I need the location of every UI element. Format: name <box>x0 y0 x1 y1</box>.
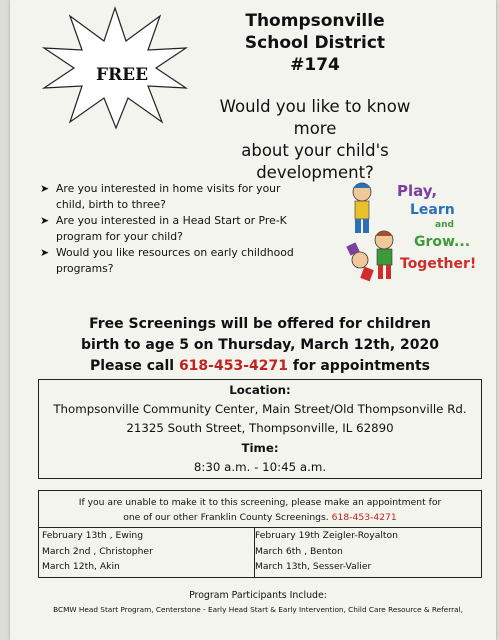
date-entry: February 19th Zeigler-Royalton <box>255 530 398 541</box>
development-question <box>200 96 430 184</box>
question-bullets <box>40 181 340 277</box>
screening-line-2: birth to age 5 on Thursday, March 12th, 2020 <box>80 337 440 353</box>
district-line-1: Thompsonville <box>245 11 385 31</box>
logo-word-together: Together! <box>400 256 477 272</box>
date-entry: March 12th, Akin <box>42 561 120 572</box>
date-entry: March 6th , Benton <box>255 545 343 557</box>
date-entry: March 13th, Sesser-Valier <box>255 561 372 572</box>
arrow-bullet-icon: ➤ <box>40 246 50 259</box>
logo-word-grow: Grow... <box>414 234 471 250</box>
call-suffix: for appointments <box>292 358 430 374</box>
program-participants <box>30 589 486 617</box>
intro-line-1: If you are unable to make it to this screening, please make an appointment for <box>78 497 442 508</box>
bullet-item <box>40 213 340 244</box>
district-title <box>220 10 410 76</box>
location-box <box>38 379 482 479</box>
flyer-page <box>10 0 496 640</box>
call-line <box>40 356 480 377</box>
location-label: Location: <box>229 383 291 397</box>
bullet-text: Are you interested in home visits for your <box>56 182 281 195</box>
date-entry: February 13th , Ewing <box>42 530 144 541</box>
other-screenings-box <box>38 490 482 578</box>
bullet-text: Are you interested in a Head Start or Pre-K <box>56 214 287 227</box>
dates-column-left <box>39 528 255 578</box>
bullet-item <box>40 181 340 212</box>
intro-line-2 <box>39 510 481 525</box>
bullet-text: Would you like resources on early childhood <box>56 246 294 259</box>
play-learn-grow-logo <box>340 178 490 286</box>
arrow-bullet-icon: ➤ <box>40 214 50 227</box>
logo-word-play: Play, <box>397 182 438 200</box>
participants-label: Program Participants Include: <box>189 590 327 601</box>
logo-word-learn: Learn <box>410 202 455 218</box>
screening-line-1: Free Screenings will be offered for children <box>89 316 431 332</box>
bullet-text: child, birth to three? <box>56 197 166 211</box>
call-prefix: Please call <box>90 358 175 374</box>
location-address-line-2: 21325 South Street, Thompsonville, IL 62890 <box>126 421 394 435</box>
time-label: Time: <box>241 441 279 455</box>
participants-list: BCMW Head Start Program, Centerstone - Early Head Start & Early Intervention, Child Care Resource & Referral, <box>53 605 463 614</box>
bullet-item <box>40 245 340 276</box>
screening-announcement <box>40 314 480 377</box>
date-entry: March 2nd , Christopher <box>42 545 153 557</box>
arrow-bullet-icon: ➤ <box>40 182 50 195</box>
dates-column-right <box>252 528 481 578</box>
time-value: 8:30 a.m. - 10:45 a.m. <box>193 460 327 474</box>
screening-dates-table <box>39 527 481 578</box>
question-line-2: about your child's <box>241 141 389 160</box>
phone-number: 618-453-4271 <box>178 358 288 374</box>
bullet-text: program for your child? <box>56 229 183 243</box>
logo-word-and: and <box>435 220 454 230</box>
free-badge: FREE <box>95 65 149 85</box>
district-line-2: School District #174 <box>244 33 386 75</box>
other-phone-number: 618-453-4271 <box>331 512 397 523</box>
location-address-line-1: Thompsonville Community Center, Main Street/Old Thompsonville Rd. <box>53 402 467 416</box>
question-line-3: development? <box>256 163 374 182</box>
question-line-1: Would you like to know more <box>219 97 411 138</box>
intro-text: one of our other Franklin County Screenings. <box>123 512 329 523</box>
other-screenings-intro <box>39 491 481 525</box>
bullet-text: programs? <box>56 261 114 275</box>
